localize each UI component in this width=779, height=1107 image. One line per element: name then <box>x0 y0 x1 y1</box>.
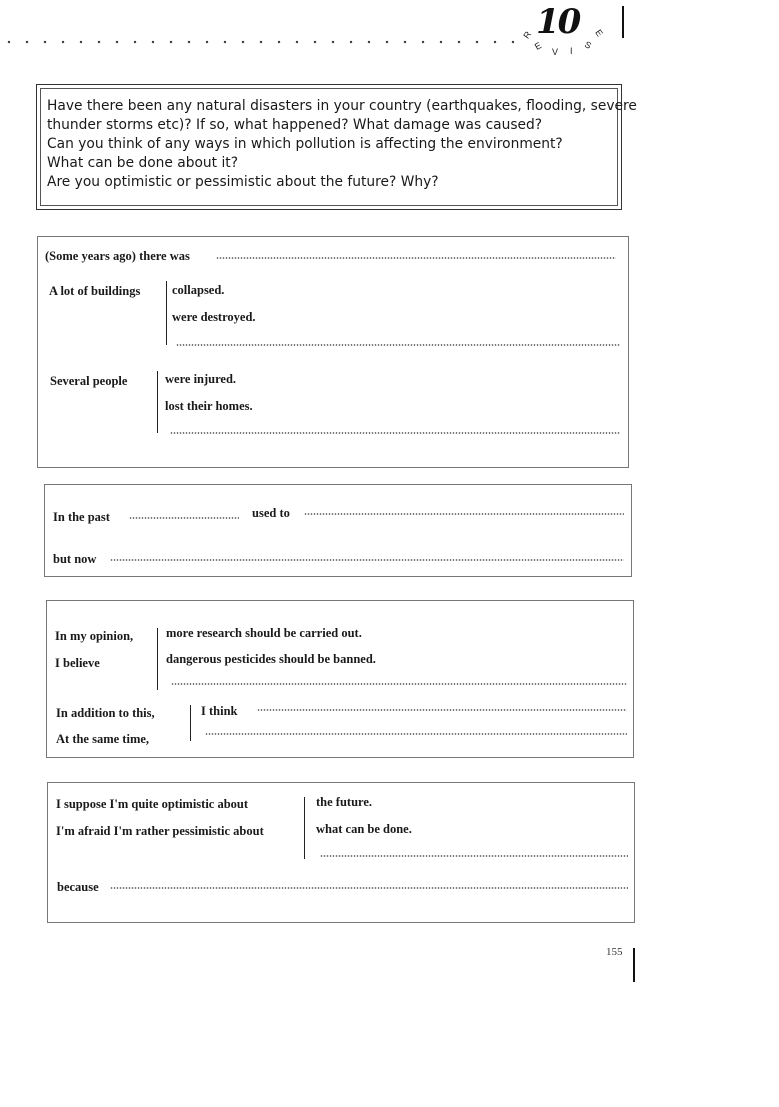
stance-object: what can be done. <box>316 822 412 836</box>
question-line: Can you think of any ways in which pollution is affecting the environment? <box>47 136 563 152</box>
verb-option: collapsed. <box>172 283 225 297</box>
question-line: What can be done about it? <box>47 155 239 171</box>
verb-option: were destroyed. <box>172 310 256 324</box>
answer-blank[interactable] <box>110 559 624 561</box>
i-think-label: I think <box>201 704 238 718</box>
connector-phrase: In addition to this, <box>56 706 155 720</box>
option-divider <box>157 371 158 433</box>
answer-blank[interactable] <box>304 513 624 515</box>
opinion-option: more research should be carried out. <box>166 626 362 640</box>
answer-blank[interactable] <box>216 257 616 259</box>
revise-letter: R <box>521 29 534 41</box>
unit-number: 10 <box>536 2 580 42</box>
because-label: because <box>57 880 99 894</box>
question-text <box>47 97 637 192</box>
stance-phrase: I'm afraid I'm rather pessimistic about <box>56 824 264 838</box>
question-line: thunder storms etc)? If so, what happened? What damage was caused? <box>47 117 543 133</box>
revise-letter: S <box>582 39 594 51</box>
discussion-question-box <box>36 84 637 210</box>
revise-letter: E <box>593 27 605 39</box>
revise-letter: E <box>532 40 544 52</box>
header-margin-bar <box>622 6 624 38</box>
option-divider <box>166 281 167 345</box>
opinion-opener: In my opinion, <box>55 629 134 643</box>
option-divider <box>157 628 158 690</box>
verb-option: lost their homes. <box>165 399 253 413</box>
but-now-label: but now <box>53 552 97 566</box>
header-dot-leader <box>0 40 520 44</box>
verb-option: were injured. <box>165 372 237 386</box>
question-line: Are you optimistic or pessimistic about the future? Why? <box>47 174 439 190</box>
stance-phrase: I suppose I'm quite optimistic about <box>56 797 249 811</box>
question-line: Have there been any natural disasters in your country (earthquakes, flooding, severe <box>47 98 637 114</box>
footer-margin-bar <box>633 948 635 982</box>
used-to-label: used to <box>252 506 290 520</box>
opening-phrase: (Some years ago) there was <box>45 249 190 263</box>
subject-phrase: Several people <box>50 374 128 388</box>
revise-letter: V <box>552 47 559 57</box>
stance-object: the future. <box>316 795 373 809</box>
page-number: 155 <box>606 946 623 958</box>
answer-blank[interactable] <box>205 733 627 735</box>
future-outlook-frame <box>47 782 635 923</box>
answer-blank[interactable] <box>129 517 239 519</box>
answer-blank[interactable] <box>320 855 628 857</box>
answer-blank[interactable] <box>176 344 620 346</box>
opinion-option: dangerous pesticides should be banned. <box>166 652 376 666</box>
past-present-frame <box>44 484 632 577</box>
subject-phrase: A lot of buildings <box>49 284 141 298</box>
past-label: In the past <box>53 510 110 524</box>
disaster-writing-frame <box>37 236 629 468</box>
answer-blank[interactable] <box>170 432 620 434</box>
connector-phrase: At the same time, <box>56 732 150 746</box>
option-divider <box>304 797 305 859</box>
answer-blank[interactable] <box>171 683 627 685</box>
answer-blank[interactable] <box>110 887 628 889</box>
opinion-frame <box>46 600 634 758</box>
opinion-opener: I believe <box>55 656 100 670</box>
option-divider <box>190 705 191 741</box>
answer-blank[interactable] <box>257 709 627 711</box>
revise-letter: I <box>570 46 573 56</box>
